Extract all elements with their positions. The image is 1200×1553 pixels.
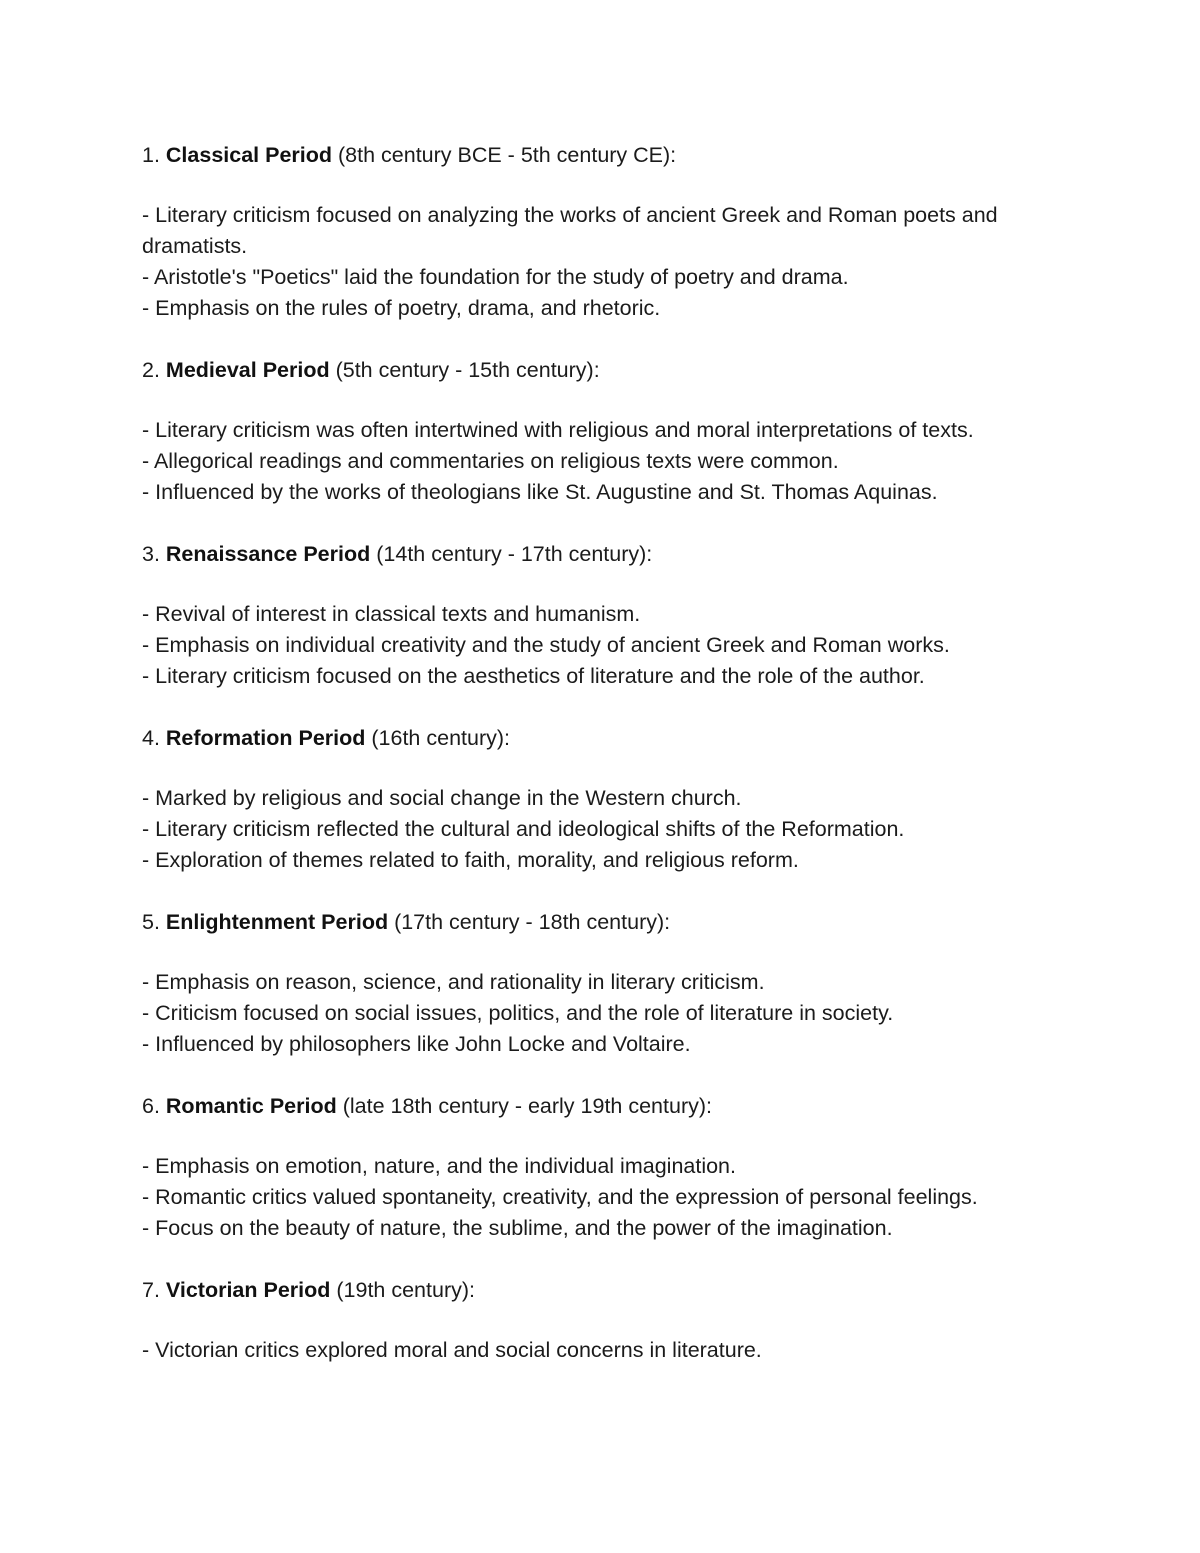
document-page <box>142 140 1062 1366</box>
bullet-item: - Revival of interest in classical texts and humanism. <box>142 602 641 626</box>
period-range: (late 18th century - early 19th century): <box>336 1094 712 1118</box>
period-range: (5th century - 15th century): <box>329 358 600 382</box>
bullet-item: - Literary criticism focused on the aesthetics of literature and the role of the author. <box>142 664 925 688</box>
section-heading <box>142 140 1062 171</box>
bullet-list <box>142 1151 1062 1244</box>
period-section <box>142 723 1062 907</box>
bullet-list <box>142 599 1062 692</box>
period-name: Victorian Period <box>165 1278 331 1302</box>
bullet-item: - Influenced by philosophers like John Locke and Voltaire. <box>142 1032 691 1056</box>
bullet-item: - Marked by religious and social change in the Western church. <box>142 786 742 810</box>
period-section <box>142 355 1062 539</box>
period-name: Reformation Period <box>165 726 366 750</box>
bullet-list <box>142 783 1062 876</box>
bullet-item: - Emphasis on reason, science, and rationality in literary criticism. <box>142 970 765 994</box>
bullet-item: - Emphasis on emotion, nature, and the individual imagination. <box>142 1154 736 1178</box>
period-name: Romantic Period <box>165 1094 337 1118</box>
section-number: 4. <box>142 726 166 750</box>
bullet-item: - Literary criticism reflected the cultural and ideological shifts of the Reformation. <box>142 817 905 841</box>
bullet-item: - Focus on the beauty of nature, the sublime, and the power of the imagination. <box>142 1216 893 1240</box>
section-heading <box>142 355 1062 386</box>
section-number: 2. <box>142 358 166 382</box>
bullet-item: - Literary criticism focused on analyzing the works of ancient Greek and Roman poets and dramatists. <box>142 203 998 258</box>
section-number: 6. <box>142 1094 166 1118</box>
bullet-item: - Emphasis on the rules of poetry, drama, and rhetoric. <box>142 296 661 320</box>
period-name: Enlightenment Period <box>165 910 389 934</box>
period-range: (19th century): <box>330 1278 475 1302</box>
bullet-list <box>142 1335 1062 1366</box>
section-number: 7. <box>142 1278 166 1302</box>
period-section <box>142 907 1062 1091</box>
bullet-item: - Aristotle's "Poetics" laid the foundation for the study of poetry and drama. <box>142 265 849 289</box>
bullet-list <box>142 415 1062 508</box>
period-name: Classical Period <box>165 143 333 167</box>
section-heading <box>142 723 1062 754</box>
period-section <box>142 1091 1062 1275</box>
period-range: (8th century BCE - 5th century CE): <box>332 143 677 167</box>
bullet-list <box>142 967 1062 1060</box>
section-number: 3. <box>142 542 166 566</box>
period-range: (14th century - 17th century): <box>370 542 653 566</box>
section-heading <box>142 1091 1062 1122</box>
bullet-item: - Literary criticism was often intertwined with religious and moral interpretations of texts. <box>142 418 974 442</box>
bullet-list <box>142 200 1062 324</box>
bullet-item: - Exploration of themes related to faith, morality, and religious reform. <box>142 848 799 872</box>
period-section <box>142 140 1062 355</box>
bullet-item: - Allegorical readings and commentaries on religious texts were common. <box>142 449 839 473</box>
section-heading <box>142 539 1062 570</box>
period-name: Medieval Period <box>165 358 330 382</box>
period-range: (17th century - 18th century): <box>388 910 671 934</box>
section-number: 1. <box>142 143 166 167</box>
bullet-item: - Influenced by the works of theologians like St. Augustine and St. Thomas Aquinas. <box>142 480 938 504</box>
section-number: 5. <box>142 910 166 934</box>
section-heading <box>142 1275 1062 1306</box>
period-range: (16th century): <box>365 726 510 750</box>
bullet-item: - Romantic critics valued spontaneity, creativity, and the expression of personal feelings. <box>142 1185 978 1209</box>
period-section <box>142 1275 1062 1366</box>
period-name: Renaissance Period <box>165 542 371 566</box>
bullet-item: - Emphasis on individual creativity and the study of ancient Greek and Roman works. <box>142 633 950 657</box>
bullet-item: - Criticism focused on social issues, politics, and the role of literature in society. <box>142 1001 894 1025</box>
section-heading <box>142 907 1062 938</box>
period-section <box>142 539 1062 723</box>
bullet-item: - Victorian critics explored moral and social concerns in literature. <box>142 1338 762 1362</box>
